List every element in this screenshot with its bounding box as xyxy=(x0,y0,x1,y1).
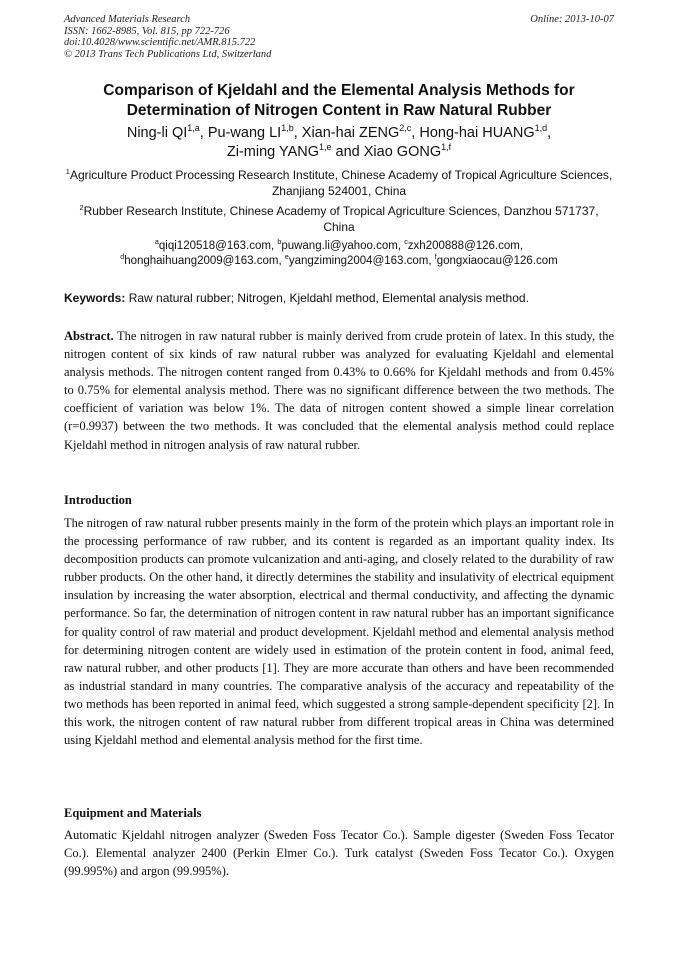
author-sup: 1,a xyxy=(187,123,200,134)
author-sup: 1,d xyxy=(534,123,548,134)
email-sep: , xyxy=(519,240,524,252)
issn-line: ISSN: 1662-8985, Vol. 815, pp 722-726 xyxy=(64,25,230,37)
affiliation-sup: 1 xyxy=(65,167,70,176)
author-name: Xiao GONG xyxy=(363,144,442,160)
author-sup: 1,f xyxy=(441,142,452,153)
author-sup: 1,b xyxy=(281,123,294,134)
affiliation-1 xyxy=(64,167,614,199)
email-link: puwang.li@yahoo.com xyxy=(281,240,398,252)
equipment-text: Automatic Kjeldahl nitrogen analyzer (Sweden Foss Tecator Co.). Sample digester (Sweden Foss Tecator Co.). Elemental analyzer 2400 (Perkin Elmer Co.). Turk catalyst (Sweden Foss Tecator Co.). Oxygen (99.995%) and argon (99.995%). xyxy=(64,828,614,879)
online-date: Online: 2013-10-07 xyxy=(530,14,614,25)
keywords xyxy=(64,291,614,306)
keywords-text: Raw natural rubber; Nitrogen, Kjeldahl method, Elemental analysis method. xyxy=(125,291,529,305)
email-link: honghaihuang2009@163.com xyxy=(124,255,279,267)
affiliation-text: Rubber Research Institute, Chinese Academy of Tropical Agriculture Sciences, Danzhou 571737, China xyxy=(83,204,599,234)
author-name: Hong-hai HUANG xyxy=(419,125,535,141)
author-name: Pu-wang LI xyxy=(207,125,282,141)
author-sup: 1,e xyxy=(319,142,332,153)
author-sep: , xyxy=(293,125,302,141)
copyright-line: © 2013 Trans Tech Publications Ltd, Switzerland xyxy=(64,48,272,60)
abstract-text: The nitrogen in raw natural rubber is mainly derived from crude protein of latex. In this study, the nitrogen content of six kinds of raw natural rubber was analyzed for evaluating Kjeldahl and elemental analysis methods. The nitrogen content ranged from 0.43% to 0.66% for Kjeldahl methods and from 0.45% to 0.75% for elemental analysis method. There was no significant difference between the two methods. The coefficient of variation was below 1%. The data of nitrogen content showed a simple linear correlation (r=0.9937) between the two methods. It was concluded that the elemental analysis method could replace Kjeldahl method in nitrogen analysis of raw natural rubber. xyxy=(64,329,614,452)
affiliation-2 xyxy=(64,203,614,235)
email-link: gongxiaocau@126.com xyxy=(436,255,558,267)
author-name: Zi-ming YANG xyxy=(226,144,319,160)
email-sep: , xyxy=(278,255,285,267)
email-sup: e xyxy=(284,253,289,262)
email-sep: , xyxy=(397,240,405,252)
author-sep: and xyxy=(331,144,364,160)
equipment-heading: Equipment and Materials xyxy=(64,806,202,820)
author-sep: , xyxy=(547,125,552,141)
doi-line: doi:10.4028/www.scientific.net/AMR.815.722 xyxy=(64,37,256,48)
email-link: yangziming2004@163.com xyxy=(288,255,429,267)
affiliation-sup: 2 xyxy=(79,203,84,212)
author-sup: 2,c xyxy=(399,123,412,134)
email-sup: a xyxy=(154,238,159,247)
journal-name: Advanced Materials Research xyxy=(64,14,191,25)
email-sup: c xyxy=(404,238,408,247)
introduction-text: The nitrogen of raw natural rubber presents mainly in the form of the protein which plays an important role in the processing performance of raw rubber, and its content is regarded as an important quality index. Its decomposition products can promote vulcanization and anti-aging, and closely related to the durability of raw rubber products. On the other hand, it directly determines the stability and insulativity of electrical equipment insulation by increasing the water absorption, electrical and thermal conductivity, and affecting the dynamic performance. So far, the determination of nitrogen content in raw natural rubber has an important significance for quality control of raw material and product development. Kjeldahl method and elemental analysis method for determining nitrogen content are widely used in estimation of the protein content in food, animal feed, raw natural rubber, and other products [1]. They are more accurate than others and have been recommended as industrial standard in many countries. The comparative analysis of the accuracy and repeatability of the two methods has been reported in animal feed, which suggested a strong sample-dependent specificity [2]. In this work, the nitrogen content of raw natural rubber from different tropical areas in China was determined using Kjeldahl method and elemental analysis method for the first time. xyxy=(64,516,614,748)
author-sep: , xyxy=(199,125,208,141)
email-sep: , xyxy=(428,255,435,267)
email-link: qiqi120518@163.com xyxy=(158,240,271,252)
email-sep: , xyxy=(270,240,278,252)
introduction-heading: Introduction xyxy=(64,493,132,507)
abstract xyxy=(64,327,614,454)
email-link: zxh200888@126.com xyxy=(407,240,520,252)
author-list xyxy=(64,124,614,162)
journal-header xyxy=(64,14,271,60)
email-sup: d xyxy=(120,253,125,262)
abstract-label: Abstract. xyxy=(64,329,114,343)
author-name: Xian-hai ZENG xyxy=(301,125,400,141)
affiliation-text: Agriculture Product Processing Research Institute, Chinese Academy of Tropical Agriculture Sciences, Zhanjiang 524001, China xyxy=(69,168,613,198)
email-sup: f xyxy=(434,253,437,262)
paper-title: Comparison of Kjeldahl and the Elemental Analysis Methods for Determination of Nitrogen Content in Raw Natural Rubber xyxy=(103,82,575,119)
keywords-label: Keywords: xyxy=(64,291,126,305)
email-sup: b xyxy=(277,238,282,247)
author-name: Ning-li QI xyxy=(126,125,188,141)
author-sep: , xyxy=(411,125,420,141)
email-list xyxy=(64,239,614,269)
